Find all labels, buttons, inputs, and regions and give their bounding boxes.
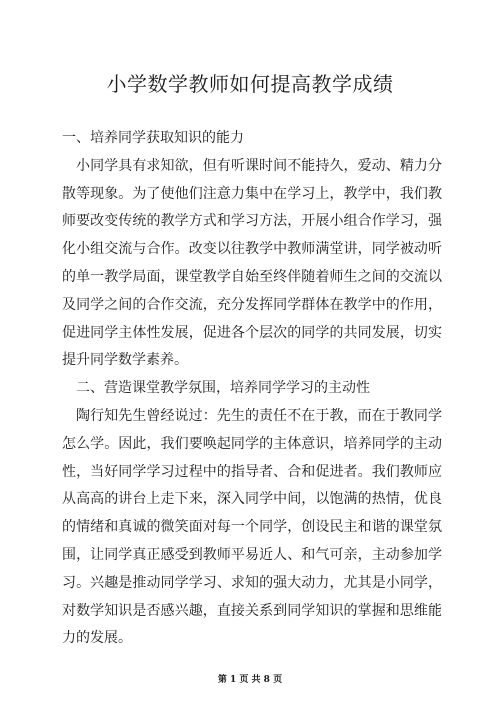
section-1-heading: 一、培养同学获取知识的能力	[62, 130, 244, 146]
section-2-heading: 二、营造课堂教学氛围，培养同学学习的主动性	[76, 380, 370, 397]
document-body	[62, 125, 442, 653]
section-1-paragraph: 小同学具有求知欲，但有听课时间不能持久，爱动、精力分散等现象。为了使他们注意力集中在学习上，教学中，我们教师要改变传统的教学方式和学习方法，开展小组合作学习，强化小组交流与合作。改变以往教学中教师满堂讲，同学被动听的单一教学局面，课堂教学自始至终伴随着师生之间的交流以及同学之间的合作交流，充分发挥同学群体在教学中的作用，促进同学主体性发展，促进各个层次的同学的共同发展，切实提升同学数学素养。	[62, 157, 442, 369]
page-number-footer: 第 1 页 共 8 页	[217, 675, 283, 685]
section-2-paragraph: 陶行知先生曾经说过：先生的责任不在于教，而在于教同学怎么学。因此，我们要唤起同学的主体意识，培养同学的主动性，当好同学学习过程中的指导者、合和促进者。我们教师应从高高的讲台上走下来，深入同学中间，以饱满的热情，优良的情绪和真诚的微笑面对每一个同学，创设民主和谐的课堂氛围，让同学真正感受到教师平易近人、和气可亲，主动参加学习。兴趣是推动同学学习、求知的强大动力，尤其是小同学，对数学知识是否感兴趣，直接关系到同学知识的掌握和思维能力的发展。	[62, 407, 442, 647]
document-title: 小学数学教师如何提高教学成绩	[106, 72, 394, 96]
